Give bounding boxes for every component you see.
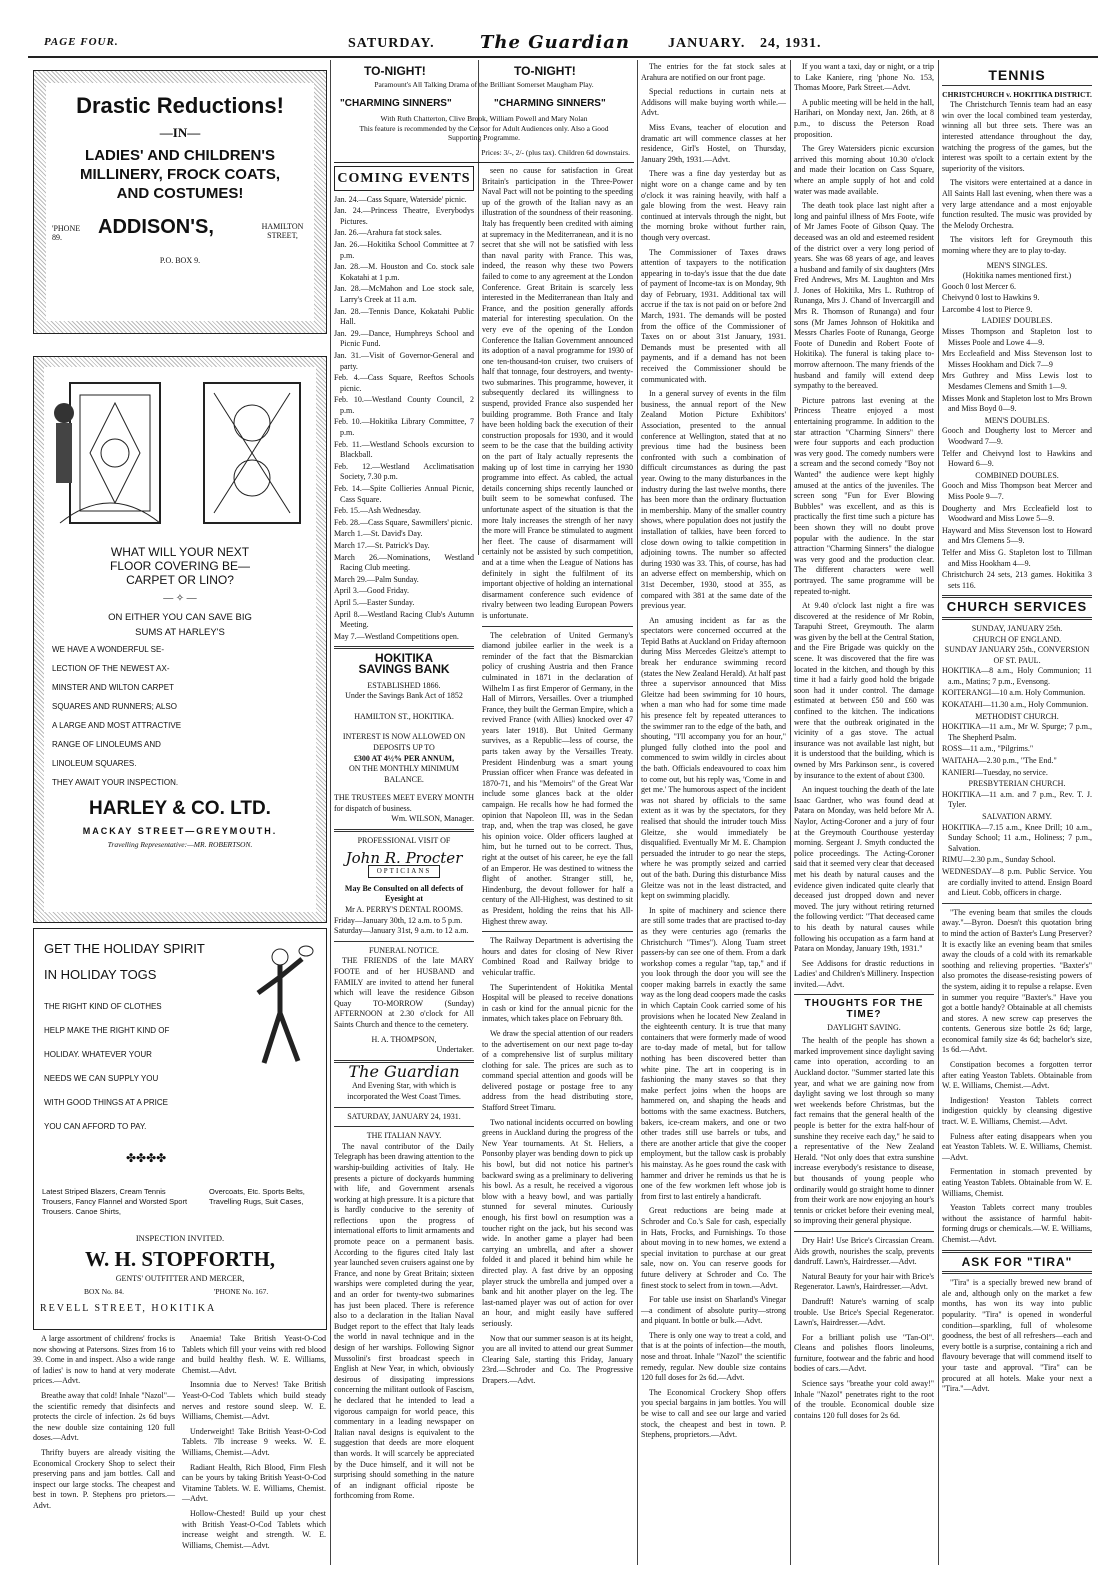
tennis-sub: CHRISTCHURCH v. HOKITIKA DISTRICT. [942,89,1092,99]
list-item: Christchurch 24 sets, 213 games. Hokitika 3 sets 116. [942,570,1092,590]
list-item: Jan. 31.—Visit of Governor-General and party. [334,350,474,371]
list-item: Jan. 28.—McMahon and Loe stock sale, Larry's Creek at 11 a.m. [334,284,474,304]
para: The death took place last night after a long and painful illness of Mrs Foote, wife of Mr James Foote of Gibson Quay. The deceased was an old and esteemed resident of the district over a very long period of years. She was 68 years of age, and leaves a husband and family of six daughters (Mrs Fred Andrews, Mrs M. Laughton and Mrs J. Jones of Hokitika, Mrs L. Ruthtrop of Runanga, Mrs J. Chand of Invercargill and Mrs R. Thomson of Runanga) and four sons (Mr James Johnson of Hokitika and Messrs Charles Foote of Runanga, George Foote of Dunedin and Robert Foote of Hokitika). The funeral is taking place to-morrow afternoon. The many friends of the husband and family will extend deep sympathy to the bereaved. [794,201,934,391]
stopforth-ornament: ✤✤✤✤ [126,1151,167,1165]
list-item: Jan. 28.—Tennis Dance, Kokatahi Public Hall. [334,306,474,327]
list-item: ROSS—11 a.m., "Pilgrims." [942,744,1034,754]
list-item: March 29.—Palm Sunday. [334,574,419,584]
mens-doubles-list [942,426,1092,469]
harley-body-5: A LARGE AND MOST ATTRACTIVE [52,721,182,730]
funeral-role: Undertaker. [436,1045,474,1055]
para: The Railway Department is advertising the hours and dates for closing of New River Combined Road and Railway bridge to vehicular traffic. [482,936,633,977]
para: Dandruff! Nature's warning of scalp trouble. Use Brice's Special Regenerator. Lawn's, Hairdresser.—Advt. [794,1296,934,1328]
thoughts-sub: DAYLIGHT SAVING. [827,1022,901,1032]
bank-manager: Wm. WILSON, Manager. [391,814,474,824]
stopforth-ad [33,928,327,1330]
harley-body-3: MINSTER AND WILTON CARPET [52,683,174,692]
list-item: KOKATAHI—11.30 a.m., Holy Communion. [942,700,1089,710]
theatre-ad [334,62,634,163]
bottom-left-paras [33,1334,175,1562]
list-item: Jan. 29.—Dance, Humphreys School and Picnic Fund. [334,328,474,349]
guardian-date: SATURDAY, JANUARY 24, 1931. [347,1111,461,1121]
para: Two national incidents occurred on bowling greens in Auckland during the progress of the New Year tournaments. At St. Heliers, a Ponsonby player was bending down to pick up his bowl, but did not notice his partner's backward swing as a preliminary to delivering his bowl. As a result, he received a vigorous blow with a heavy bowl, and was partially stunned for several minutes. Curiously enough, his first bowl on resumption was a toucher right on the jack, but his second was wide. In another game a player had been carrying an umbrella, and after a shower folded it and placed it behind him while he directed play. A fast drive by an opposing player struck the umbrella and jumped over a bank and hit another player on the leg. The last-named player was out of action for over an hour, and might easily have suffered seriously. [482,1117,633,1328]
addisons-line2: MILLINERY, FROCK COATS, [80,166,280,183]
list-item: April 3.—Good Friday. [334,586,410,596]
procter-body-4: Saturday—January 31st, 9 a.m. to 12 a.m. [334,926,469,936]
list-item: Hayward and Miss Stevenson lost to Howard and Mrs Clemens 5—9. [942,525,1092,546]
tennis-player-icon [240,943,320,1073]
salvation-army-services [942,823,1092,899]
church-of-england: CHURCH OF ENGLAND. [972,634,1062,644]
harley-question-3: CARPET OR LINO? [126,573,234,587]
para: Breathe away that cold! Inhale "Nazol"—the scientific remedy that disinfects and protects the circle of infection. 2s 6d buys the new double size containing 120 full doses.—Advt. [33,1390,175,1443]
bottom-mid-paras [182,1334,326,1562]
addisons-phone: 'PHONE 89. [52,224,81,242]
list-item: Feb. 11.—Westland Schools excursion to Blackball. [334,439,474,460]
list-item: Misses Monk and Stapleton lost to Mrs Brown and Miss Boyd 0—9. [942,393,1092,414]
carpet-illustration-icon [190,373,310,538]
theatre-sub: Paramount's All Talking Drama of the Brilliant Somerset Maugham Play. [374,80,594,89]
mens-singles-heading: MEN'S SINGLES. [986,260,1048,270]
para: Picture patrons last evening at the Princess Theatre enjoyed a most entertaining programme. In addition to the star attraction "Charming Sinners" there were four supports and each production was very good. The comedy numbers were a scream and the second comedy "Boy not Wanted" the audience were kept highly amused at the antics of the juveniles. The screen song "Fun for Ever Blowing Bubbles" was excellent, and as this is practically the first time such a picture has been shown they will no doubt prove popular with the audience. In the star attraction "Charming Sinners" the dialogue was very good and the production clear. The different characters were well portrayed. The same programme will be repeated to-night. [794,395,934,596]
para: An inquest touching the death of the late Isaac Gardner, who was found dead at Patara on Monday, was held before Mr A. Naylor, Acting-Coroner and a jury of four at the Greymouth Courthouse yesterday morning. Sergeant J. Smyth conducted the police proceedings. The Acting-Coroner said that it seemed very clear that deceased met his death by natural causes and the evidence given indicated quite clearly that deceased just dropped down and never moved. The jury without retiring returned the following verdict: "That deceased came to his death by natural causes while following his occupation as a farm hand at Patara on Monday, January 19th, 1931." [794,785,934,954]
para: Thrifty buyers are already visiting the Economical Crockery Shop to select their preserving pans and jam bottles. Call and inspect our large stocks. The cheapest and best in town. P. Stephens pro prietors.—Advt. [33,1447,175,1510]
list-item: HOKITIKA—11 a.m. and 7 p.m., Rev. T. J. Tyler. [942,789,1092,810]
theatre-cast: With Ruth Chatterton, Clive Brook, William Powell and Mary Nolan [380,114,588,123]
harley-body-8: THEY AWAIT YOUR INSPECTION. [52,778,179,787]
bank-trustees: THE TRUSTEES MEET EVERY MONTH for dispatch of business. [334,793,474,813]
tennis-text-1: The Christchurch Tennis team had an easy win over the local combined team yesterday, winning all but three sets. There was an interested attendance throughout the day, watching the progress of the games, but the interest was spoilt to a certain extent by the superiority of the visitors. [942,100,1092,173]
church-date: SUNDAY, JANUARY 25th. [971,623,1063,633]
para: Dry Hair! Use Brice's Circassian Cream. Aids growth, nourishes the scalp, prevents dandruff. Lawn's, Hairdresser.—Advt. [794,1235,934,1267]
list-item: Jan. 24.—Cass Square, Waterside' picnic. [334,194,467,204]
procter-name: John R. Procter [345,848,463,867]
list-item: WEDNESDAY—8 p.m. Public Service. You are cordially invited to attend. Ensign Board and Lieut. Cobb, officers in charge. [942,866,1092,898]
church-conversion: SUNDAY JANUARY 25th., CONVERSION OF ST. PAUL. [944,645,1090,665]
addisons-name: ADDISON'S, [98,216,214,238]
list-item: March 1.—St. David's Day. [334,529,423,539]
para: In spite of machinery and science there are still some trades that are practised to-day as they were centuries ago (remarks the Christchurch "Times"). Along Tuam street passers-by can see one of them. From a dark workshop comes a regular "tap, tap," and if you look through the door you will see the cooper making barrels in exactly the same way as the long dead coopers made the casks in which Captain Cook carried some of his provisions when he located New Zealand in the eighteenth century. It is true that many containers that were formerly made of wood are to-day made of metal, but for tallow nothing has been discovered better than white pine. The art in coopering is in fashioning the many staves so that they make perfect joins when the hoops are hammered on, and shaping the heads and bottoms with the same exactness. Butchers, bakers, ice-cream makers, and one or two other trades still use barrels or tubs, and there are another article that give the cooper employment, but the tallow cask is probably his mainstay. As he goes round the cask with hammer and driver he reminds us that he is one of the few workmen left whose job is from first to last entirely a handicraft. [641,905,786,1201]
para: There is only one way to treat a cold, and that is at the points of infection—the mouth, nose and throat. Inhale "Nazol" the scientific remedy, regular. New double size contains 120 full doses for 2s 6d.—Advt. [641,1330,786,1383]
ladies-doubles-heading: LADIES' DOUBLES. [981,316,1053,326]
para: Great reductions are being made at Schroder and Co.'s Sale for cash, especially in Hats, Frocks, and Furnishings. To those about moving in to new homes, we extend a special invitation to purchase at our great sale, now on. You can reserve goods for future delivery at Schroder and Co. The finest stock to select from in town.—Advt. [641,1206,786,1290]
salvation-army-heading: SALVATION ARMY. [982,812,1052,821]
stopforth-box: BOX No. 84. [84,1287,125,1296]
harley-body-4: SQUARES AND RUNNERS; ALSO [52,702,177,711]
list-item: HOKITIKA—8 a.m., Holy Communion; 11 a.m., Matins; 7 p.m., Evensong. [942,666,1092,686]
church-title: CHURCH SERVICES [946,599,1088,615]
theatre-prices: Prices: 3/-, 2/- (plus tax). Children 6d downstairs. [481,148,630,157]
para: A large assortment of childrens' frocks is now showing at Patersons. Sizes from 16 to 39. Come in and inspect. Also a wide range of ladies' is now to hand at very moderate prices.—Advt. [33,1334,175,1386]
guardian-logo: The Guardian [348,1061,460,1081]
para: Radiant Health, Rich Blood, Firm Flesh can be yours by taking British Yeast-O-Cod Vitamine Tablets. W. E. Williams, Chemist.—Advt. [182,1462,326,1504]
para: At 9.40 o'clock last night a fire was discovered at the residence of Mr Robin, Tarapuhi Street, Greymouth. The alarm was given by the bell at the Central Station, and the Fire Brigade was quickly on the scene. It was discovered that the fire was located in the kitchen, and though by this time it had a fairly good hold the brigade soon had it under control. The damage estimated at between £50 and £60 was confined to the kitchen. The indications were that the outbreak originated in the vicinity of a gas stove. The actual insurance was not available last night, but it is understood that the building, which is owned by Mrs Parkinson senr., is covered by insurance to the extent of about £300. [794,601,934,780]
para: In a general survey of events in the film business, the annual report of the New Zealand Motion Picture Exhibitors' Association, presented to the annual conference at Wellington, stated that at no previous time had the business been confronted with such a combination of difficult circumstances as during the past year. Owing to the many disturbances in the industry during the last twelve months, there has been more than the ordinary fluctuation in membership. Many of the smaller country shows, where population does not justify the installation of talkies, have been forced to close down owing to talkie competition in adjoining towns. The number so affected during 1930 was 33. This, of course, has had an adverse effect on membership, which on 31st December, 1930, stood at 355, as compared with 381 at the same date of the previous year. [641,389,786,611]
column-3 [482,166,633,1566]
editorial-continued: seen no cause for satisfaction in Great Britain's participation in the Three-Power Naval Pact will not be pointing to the speeding up of the growth of the Italian navy as an illustration of the soundness of their reasoning. Italy has frequently been credited with aiming at supremacy in the Mediterranean, and it is no secret that she will not be satisfied with less than naval parity with France. This was, indeed, the reason why these two Powers failed to come to any agreement at the London Conference. Great Britain is scarcely less interested in the Mediterranean than Italy and France, and the position generally affords material for interesting speculation. On the very eve of the opening of the London Conference the Italian Government announced its adoption of a naval programme for 1930 of one ten-thousand-ton cruiser, two cruisers of half that tonnage, four destroyers, and twenty-two submarines. This programme, however, it subsequently declared its willingness to suspend, provided France also suspended her building programme. Both France and Italy have been holding back the execution of their construction proposals for 1930, and it would seem to be the case that the building activity on the part of Italy actually represents the making up of lost time in carrying her 1930 programme into effect. As cabled, the actual details concerning ships recently launched or built seem to be somewhat confused. The unfortunate aspect of the situation is that the more Italy increases the strength of her navy the more will France be stimulated to augment her fleet. The cause of disarmament will certainly not be assisted by such competition, and at a time when the League of Nations has definitely in sight the fulfilment of its important objective of holding an international disarmament conference such evidence of rivalry between two leading European Powers is unfortunate. [482,166,633,620]
stopforth-body-1: THE RIGHT KIND OF CLOTHES [44,1002,162,1011]
harley-body-7: LINOLEUM SQUARES. [52,759,137,768]
list-item: Misses Thompson and Stapleton lost to Misses Poole and Lowe 4—9. [942,327,1092,347]
para: Miss Evans, teacher of elocution and dramatic art will commence classes at her residence, Girl's Hostel, on Thursday, January 29th, 1931.—Advt. [641,122,786,164]
para: Anaemia! Take British Yeast-O-Cod Tablets which fill your veins with red blood and build healthy flesh. W. E. Williams, Chemist.—Advt. [182,1334,326,1375]
stopforth-inspection: INSPECTION INVITED. [135,1233,225,1243]
harley-ad: WHAT WILL YOUR NEXT FLOOR COVERING BE— CARPET OR LINO? — ✧ — ON EITHER YOU CAN SAVE BIG SUMS AT HARLEY'S WE HAVE A WONDERFUL SE- LECTION OF THE NEWEST AX- MINSTER AND WILTON CARPET SQUARES AND RUNNERS; ALSO A LARGE AND MOST ATTRACTIVE RANGE OF LINOLEUMS AND LINOLEUM SQUARES. THEY AWAIT YOUR INSPECTION. HARLEY & CO. LTD. MACKAY STREET—GREYMOUTH. Travelling Representative:—MR. ROBERTSON. [33,356,327,923]
harley-lead-2: SUMS AT HARLEY'S [135,627,225,638]
editorial-heading: THE ITALIAN NAVY. [366,1131,442,1141]
stopforth-name: W. H. STOPFORTH, [84,1247,276,1271]
column-4 [641,62,786,1567]
list-item: WAITAHA—2.30 p.m., "The End." [942,756,1057,766]
para: If you want a taxi, day or night, or a trip to Lake Kaniere, ring 'phone No. 153, Thomas Moore, Park Street.—Advt. [794,62,934,93]
mens-singles-list [942,282,1092,316]
list-item: Larcombe 4 lost to Pierce 9. [942,304,1033,314]
funeral-heading: FUNERAL NOTICE. [369,945,439,955]
coe-services [942,666,1092,710]
procter-body-3: Friday—January 30th, 12 a.m. to 5 p.m. [334,915,463,925]
bank-interest-3: ON THE MONTHLY MINIMUM BALANCE. [348,764,460,784]
bank-interest-2: £300 AT 4½% PER ANNUM, [353,753,455,763]
harley-name: HARLEY & CO. LTD. [89,798,271,819]
list-item: Feb. 15.—Ash Wednesday. [334,506,421,516]
para: Hollow-Chested! Build up your chest with British Yeast-O-Cod Tablets which increase weight and strength. W. E. Williams, Chemist.—Advt. [182,1508,326,1550]
para: The Commissioner of Taxes draws attention of taxpayers to the notification appearing in to-day's issue that the due date of payment of Income-tax is on Monday, 9th day of February, 1931. Additional tax will accrue if the tax is not paid on or before 2nd March, 1931. The demands will be posted from the office of the Commissioner of Taxes on or about 31st January, 1931. Demands must be presented with all payments, and if a demand has not been received the Commissioner should be communicated with. [641,247,786,384]
para: Constipation becomes a forgotten terror after eating Yeaston Tablets. Obtainable from W. E. Williams, Chemist.—Advt. [942,1060,1092,1091]
list-item: KANIERI—Tuesday, no service. [942,767,1048,777]
presbyterian-heading: PRESBYTERIAN CHURCH. [968,779,1066,789]
para: Underweight! Take British Yeast-O-Cod Tablets. 7lb increase 9 weeks. W. E. Williams, Chemist.—Advt. [182,1426,326,1457]
mens-doubles-heading: MEN'S DOUBLES. [984,415,1050,425]
list-item: May 7.—Westland Competitions open. [334,631,459,641]
combined-doubles-heading: COMBINED DOUBLES. [975,470,1059,480]
guardian-sub: And Evening Star, with which is incorporated the West Coast Times. [347,1081,461,1101]
harley-question-1: WHAT WILL YOUR NEXT [110,545,250,559]
para: Special reductions in curtain nets at Addisons will make buying worth while.—Advt. [641,87,786,118]
list-item: Telfer and Miss G. Stapleton lost to Tillman and Miss Hookham 4—9. [942,547,1092,568]
addisons-box: P.O. BOX 9. [159,256,201,265]
stopforth-sub: GENTS' OUTFITTER AND MERCER, [115,1274,245,1283]
harley-rep: Travelling Representative:—MR. ROBERTSON. [107,840,253,849]
masthead-date: 24, 1931. [760,36,822,51]
para: For a brilliant polish use "Tan-Ol". Cleans and polishes floors linoleums, furniture, footwear and the fabric and hood bodies of cars.—Advt. [794,1332,934,1374]
page-number: PAGE FOUR. [44,36,119,48]
para: For table use insist on Sharland's Vinegar—a condiment of absolute purity—strong and piquant. In bottle or bulk.—Advt. [641,1295,786,1326]
list-item: April 8.—Westland Racing Club's Autumn Meeting. [334,609,474,630]
presbyterian-services [942,790,1092,811]
addisons-in: —IN— [159,125,201,140]
column-5 [794,62,934,1567]
list-item: March 26.—Nominations, Westland Racing Club meeting. [334,552,474,573]
para: Yeaston Tablets correct many troubles without the assistance of harmful habit-forming drugs or chemicals.—W. E. Williams, Chemist.—Advt. [942,1203,1092,1244]
funeral-text: THE FRIENDS of the late MARY FOOTE and of her HUSBAND and FAMILY are invited to attend her funeral which will leave the residence Gibson Quay TO-MORROW (Sunday) AFTERNOON at 2.30 o'clock for All Saints Church and thence to the cemetery. [334,956,474,1029]
list-item: Mrs Guthrey and Miss Lewis lost to Mesdames Clemens and Smith 1—9. [942,371,1092,392]
stopforth-list-right: Overcoats, Etc. Sports Belts, Travelling Rugs, Suit Cases, [209,1187,305,1206]
para: An amusing incident as far as the spectators were concerned occurred at the Tepid Baths at Auckland on Friday afternoon during Miss Mercedes Gleitze's attempt to break her endurance swimming record (states the New Zealand Herald). At half past three a supervisor announced that Miss Gleitze had been swimming for 10 hours, when a man who had for some time made his presence felt by repeated utterances to the swimmer ran to the edge of the bath, and shouting, "I'll accompany you for an hour," plunged fully clothed into the pool and commenced to swim wildly in circles about the bath. Officials endeavoured to coax him to come out, but his reply was, 'Come in and get me.' The humorous aspect of the incident was not shared by officials to the same extent as it was by the spectators, for they realised that should the intruder touch Miss Gleitze, she would immediately be disqualified. Eventually Mr M. E. Champion persuaded the intruder to go near the steps, where he was promptly seized and carried out of the bath. During this disturbance Miss Gleitze was not in the least distracted, and kept on swimming placidly. [641,615,786,901]
stopforth-body-4: NEEDS WE CAN SUPPLY YOU [44,1074,159,1083]
addisons-line1: LADIES' AND CHILDREN'S [85,147,275,164]
thoughts-title: THOUGHTS FOR THE TIME? [804,998,924,1021]
tira-text: "Tira" is a specially brewed new brand of ale and, although only on the market a few months, has won its way into public popularity. "Tira" is opened in wonderful condition—sparkling, full of wholesome goodness, the best of all refreshers—each and every bottle is a surprise, containing a rich and flavoury beverage that will commend itself to your taste and approval. "Tira" can be procured at all hotels. Make your next a "Tira."—Advt. [942,1278,1092,1394]
para: Indigestion! Yeaston Tablets correct indigestion quickly by cleansing digestive tract. W. E. Williams, Chemist.—Advt. [942,1095,1092,1127]
para: The Grey Watersiders picnic excursion arrived this morning about 10.30 o'clock and made their location on Cass Square, where an ample supply of hot and cold water was made available. [794,144,934,196]
para: Fermentation in stomach prevented by eating Yeaston Tablets. Obtainable from W. E. Williams, Chemist. [942,1167,1092,1198]
harley-question-2: FLOOR COVERING BE— [109,559,251,573]
list-item: RIMU—2.30 p.m., Sunday School. [942,855,1056,865]
list-item: Gooch and Miss Thompson beat Mercer and Miss Poole 9—7. [942,481,1092,501]
stopforth-body-5: WITH GOOD THINGS AT A PRICE [44,1098,169,1107]
masthead [0,0,1114,58]
procter-tag: OPTICIANS [368,865,440,878]
theatre-title-left: "CHARMING SINNERS" [340,98,452,109]
harley-lead-1: ON EITHER YOU CAN SAVE BIG [108,612,252,623]
harley-body-1: WE HAVE A WONDERFUL SE- [52,645,165,654]
column-6 [942,62,1092,1567]
masthead-logo: The Guardian [480,32,630,53]
para: A public meeting will be held in the hall, Harihari, on Monday next, Jan. 26th, at 8 p.m., to discuss the Peterson Road proposition. [794,97,934,139]
list-item: Feb. 14.—Spite Collieries Annual Picnic, Cass Square. [334,484,474,504]
harley-body-2: LECTION OF THE NEWEST AX- [52,664,170,673]
coming-events-list [334,195,474,643]
para: We draw the special attention of our readers to the advertisement on our next page to-day of a comprehensive list of surplus military clothing for sale. The prices are such as to command special attention and goods will be delivered postage or postage free to any address from the head distributing store, Stafford Street Timaru. [482,1028,633,1113]
mens-singles-note: (Hokitika names mentioned first.) [962,271,1072,281]
list-item: HOKITIKA—7.15 a.m., Knee Drill; 10 a.m., Sunday School; 11 a.m., Holiness; 7 p.m., Salvation. [942,822,1092,853]
rug-illustration-icon [50,373,170,538]
list-item: Mrs Eccleafield and Miss Stevenson lost to Misses Hookham and Dick 7—9 [942,349,1092,369]
para: There was a fine day yesterday but as night wore on a change came and by ten o'clock it was raining heavily, with half a gale blowing from the west. Heavy rain continued at intervals through the night, but the morning broke without further rain, though very overcast. [641,169,786,242]
harley-street: MACKAY STREET—GREYMOUTH. [82,826,278,836]
para: "The evening beam that smiles the clouds away."—Byron. Doesn't this quotation bring to mind the action of Baxter's Lung Preserver? It is exactly like an evening beam that smiles away the clouds of a cold with its remarkable soothing and relieving properties. "Baxter's" also promotes the disease-resisting powers of the system, aiding it to repulse a relapse. Even in summer you require "Baxter's." Have you got a bottle handy? Obtainable at all chemists and stores. A new screw cap preserves the contents. Generous size bottle 2s 6d; large, economical family size 4s 6d; bachelor's size, 1s 6d.—Advt. [942,907,1092,1055]
thoughts-text: The health of the people has shown a marked improvement since daylight saving came into operation, according to an Auckland doctor. "Summer started late this year, and what we are gaining now from daylight saving we lost through so many wet weekends before Christmas, but the fact remains that the general health of the people is better for the extra half-hour of sunshine they receive each day," he said to a representative of the New Zealand Herald. "Not only does that extra sunshine increase everybody's resistance to disease, but thousands of young people who ordinarily would go straight home to dinner from their work are now enjoying an hour's tennis or cricket before their evening meal, so improving their general physique. [794,1036,934,1226]
stopforth-body-3: HOLIDAY. WHATEVER YOUR [44,1050,152,1059]
para: The Superintendent of Hokitika Mental Hospital will be pleased to receive donations in cash or kind for the annual picnic for the inmates, which takes place on February 8th. [482,982,633,1024]
tennis-text-2: The visitors were entertained at a dance in All Saints Hall last evening, when there was a very large attendance and a most enjoyable function resulted. The music was provided by the Melody Orchestra. [942,178,1092,230]
bank-address: HAMILTON ST., HOKITIKA. [354,711,454,721]
list-item: HOKITIKA—11 a.m., Mr W. Spurge; 7 p.m., The Shepherd Psalm. [942,722,1092,742]
stopforth-street: REVELL STREET, HOKITIKA [40,1303,217,1314]
procter-body-1: May Be Consulted on all defects of Eyesight at [344,883,464,904]
stopforth-body-2: HELP MAKE THE RIGHT KIND OF [44,1026,170,1035]
list-item: March 17.—St. Patrick's Day. [334,541,430,550]
para: The Economical Crockery Shop offers you special bargains in jam bottles. You will be wise to call and see our large and varied stock, the cheapest and best in town. P. Stephens, proprietors.—Advt. [641,1387,786,1440]
para: Natural Beauty for your hair with Brice's Regenerator. Lawn's, Hairdresser.—Advt. [794,1271,934,1292]
addisons-street: HAMILTON STREET, [261,222,304,240]
stopforth-headline-1: GET THE HOLIDAY SPIRIT [44,941,205,956]
methodist-heading: METHODIST CHURCH. [975,711,1059,721]
theatre-headline-right: TO-NIGHT! [514,64,576,78]
masthead-month: JANUARY. [668,36,746,51]
bank-title-1: HOKITIKA [375,651,433,666]
bank-title-2: SAVINGS BANK [358,661,450,676]
addisons-line3: AND COSTUMES! [116,185,244,202]
list-item: Dougherty and Mrs Eccleafield lost to Woodward and Miss Lowe 5—9. [942,503,1092,524]
stopforth-headline-2: IN HOLIDAY TOGS [44,967,157,982]
theatre-note: This feature is recommended by the Censor for Adult Audiences only. Also a Good Supporting Programme. [359,124,609,142]
list-item: Feb. 10.—Westland County Council, 2 p.m. [334,395,474,415]
list-item: KOITERANGI—10 a.m. Holy Communion. [942,688,1086,698]
list-item: April 5.—Easter Sunday. [334,597,415,607]
procter-body-2: Mr A. PERRY'S DENTAL ROOMS. [345,905,463,915]
list-item: Jan. 28.—M. Houston and Co. stock sale Kokatahi at 1 p.m. [334,262,474,282]
funeral-sign: H. A. THOMPSON, [371,1034,437,1044]
list-item: Gooch and Dougherty lost to Mercer and Woodward 7—9. [942,426,1092,446]
harley-body-6: RANGE OF LINOLEUMS AND [52,740,161,749]
column-2 [334,166,474,1501]
stopforth-phone: 'PHONE No. 167. [214,1287,269,1296]
list-item: Feb. 4.—Cass Square, Reeftos Schools picnic. [334,373,474,393]
bank-act: Under the Savings Bank Act of 1852 [345,691,463,701]
stopforth-body-6: YOU CAN AFFORD TO PAY. [44,1122,147,1131]
theatre-title-right: "CHARMING SINNERS" [494,98,606,109]
list-item: Feb. 28.—Cass Square, Sawmillers' picnic. [334,517,473,527]
theatre-headline-left: TO-NIGHT! [364,64,426,78]
combined-doubles-list [942,481,1092,591]
list-item: Jan. 26.—Arahura fat stock sales. [334,228,442,238]
tennis-title: TENNIS [988,67,1046,83]
para: Insomnia due to Nerves! Take British Yeast-O-Cod Tablets which build steady nerves and restore sound sleep. W. E. Williams, Chemist.—Advt. [182,1380,326,1422]
para: The entries for the fat stock sales at Arahura are notified on our front page. [641,62,786,82]
list-item: Jan. 24.—Princess Theatre, Everybodys Pictures. [334,206,474,226]
masthead-day: SATURDAY. [348,36,435,51]
tira-title: ASK FOR "TIRA" [961,1254,1073,1269]
list-item: Cheivynd 0 lost to Hawkins 9. [942,293,1040,303]
coming-events-title: COMING EVENTS [337,171,471,186]
bank-established: ESTABLISHED 1866. [367,680,441,690]
ladies-doubles-list [942,327,1092,415]
para: See Addisons for drastic reductions in Ladies' and Children's Millinery. Inspection invited.—Advt. [794,958,934,989]
tennis-text-3: The visitors left for Greymouth this morning where they are to play to-day. [942,235,1092,255]
germany-paragraph: The celebration of United Germany's diamond jubilee earlier in the week is a reminder of the fact that the Bismarckian policy of crushing Austria and then France culminated in 1871 in the declaration of Wilhelm I as first Emperor of Germany, in the Hall of Mirrors, Versailles. Over a triumphed France, they built the German Empire, which a revived France (with Allies) knocked over 47 years later 1918). But United Germany survives, as a Republic—less of course, the parts taken away by the Versailles Treaty. President Hindenburg was a smart young Prussian officer when France was defeated in 1870-71, and his "Memoirs" of the Great War include some glances back at the older campaign. He recalls how he had formed the opinion that Napoleon III, was in the Sedan trap, and, when the trap was closed, he gave his opinion voice. Older officers laughed at him, but he turned out to be correct. Thus, right at the outset of his career, he eye the fall of an Emperor. He was destined to witness the flight of another. Stranger still, he, Hindenburg, the devout follower for half a century of the All-Highest, was destined to sit as President, holding the reins that his All-Highest threw away. [482,630,633,926]
list-item: Jan. 26.—Hokitika School Committee at 7 p.m. [334,239,474,260]
methodist-services [942,722,1092,778]
para: Now that our summer season is at its height, you are all invited to attend our great Summer Clearing Sale, starting this Friday, January 23rd.—Schroder and Co. The Progressive Drapers.—Advt. [482,1333,633,1385]
list-item: Telfer and Cheivynd lost to Hawkins and Howard 6—9. [942,448,1092,469]
para: Fulness after eating disappears when you eat Yeaston Tablets. W. E. Williams, Chemist.—Advt. [942,1131,1092,1162]
bank-interest-1: INTEREST IS NOW ALLOWED ON DEPOSITS UP TO [342,732,466,752]
stopforth-list-left: Latest Striped Blazers, Cream Tennis Trousers, Fancy Flannel and Worsted Sport Trousers. Canoe Shirts, [42,1187,188,1216]
editorial-text: The naval contributor of the Daily Telegraph has been drawing attention to the warship-building activities of Italy. He presents a picture of dockyards humming with life, and Government arsenals working at high pressure. It is a picture that is hardly conducive to the serenity of reflections upon the progress of international efforts to limit armaments and promote peace on a permanent basis. According to the figures cited Italy last year launched seven cruisers against one by France, and none by Great Britain; sixteen warships were completed during the year, and an order for twenty-two submarines has just been placed. There is reference also to a declaration in the Italian Naval Budget report to the effect that Italy leads the world in naval technique and in the design of her warships. Following Signor Mussolini's first broadcast speech in English at New Year, in which, obviously desirous of dissipating impressions concerning the militant outlook of Fascism, he declared that he intended to lead a vigorous campaign for world peace, this commentary in a leading newspaper on Italian naval designs is equivalent to the suggestion that deeds are more eloquent than words. It will scarcely be appreciated by the Duce himself, and it will not be surprising should something in the nature of an indignant official riposte be forthcoming from Rome. [334,1141,474,1501]
list-item: Gooch 0 lost Mercer 6. [942,281,1016,291]
list-item: Feb. 12.—Westland Acclimatisation Society, 7.30 p.m. [334,461,474,482]
list-item: Feb. 10.—Hokitika Library Committee, 7 p.m. [334,417,474,438]
addisons-ad [33,70,327,334]
para: Science says "breathe your cold away!" Inhale "Nazol" penetrates right to the root of the trouble. Economical double size contains 120 full doses for 2s 6d. [794,1379,934,1420]
procter-heading: PROFESSIONAL VISIT OF [357,836,451,846]
addisons-headline: Drastic Reductions! [76,93,284,118]
